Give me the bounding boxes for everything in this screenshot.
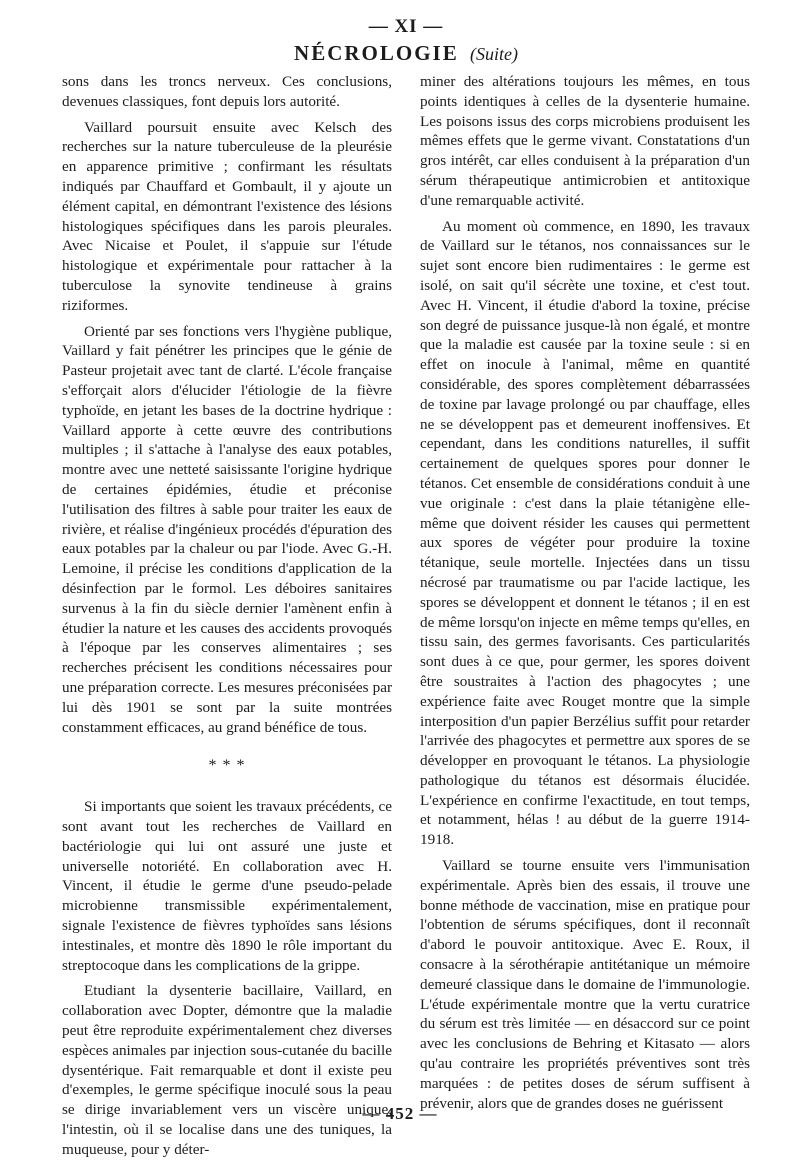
paragraph: Si importants que soient les travaux précédents, ce sont avant tout les recherches de Vaillard en bactériologie qui lui ont assuré une juste et universelle notoriété. En collaboration avec H. Vincent, il étudie le germe d'une pseudo-pelade microbienne transmissible expérimentalement, signale l'existence de fièvres typhoïdes sans lésions intestinales, et montre dès 1890 le rôle important du streptocoque dans les complications de la grippe. (62, 798, 392, 974)
paragraph: Au moment où commence, en 1890, les travaux de Vaillard sur le tétanos, nos connaissances sur le sujet sont encore bien rudimentaires : le germe est isolé, on sait qu'il sécrète une toxine, et c'est tout. Avec H. Vincent, il étudie d'abord la toxine, précise son degré de puissance jusque-là non égalé, et montre que la maladie est causée par la toxine seule : si en effet on inocule à l'animal, même en quantité considérable, des spores complètement débarrassées de toxine par lavage prolongé ou par chauffage, elles ne se développent pas et demeurent inoffensives. Et cependant, dans les conditions naturelles, il suffit certainement de quelques spores pour donner le tétanos. Cet ensemble de considérations conduit à une vue originale : c'est dans la plaie tétanigène elle-même que doivent résider les causes qui permettent aux spores de végéter pour produire la toxine tétanique, seule mortelle. Injectées dans un tissu nécrosé par traumatisme ou par l'acide lactique, les spores se développent et donnent le tétanos ; il en est de même lorsqu'on injecte en même temps qu'elles, en tissu sain, des germes favorisants. Ces particularités sont dues à ce que, pour germer, les spores doivent être soustraites à l'action des phagocytes ; une expérience faite avec Rouget montre que la simple interposition d'un papier Berzélius suffit pour retarder l'arrivée des phagocytes et permettre aux spores de se développer en provoquant le tétanos. La physiologie pathologique du tétanos est désormais élucidée. L'expérience en confirme l'exactitude, en tout temps, et notamment, hélas ! au début de la guerre 1914-1918. (420, 217, 750, 849)
paragraph: Etudiant la dysenterie bacillaire, Vaillard, en collaboration avec Dopter, démontre que la maladie peut être reproduite expérimentalement chez diverses espèces animales par injection sous-cutanée du bacille dysentérique. Fait remarquable et dont il existe peu d'exemples, le germe spécifique inoculé sous la peau se dirige invariablement vers un viscère unique, l'intestin, où il se localise dans une des tuniques, la muqueuse, pour y déter- (62, 982, 392, 1158)
paragraph: Vaillard se tourne ensuite vers l'immunisation expérimentale. Après bien des essais, il trouve une bonne méthode de vaccination, mise en pratique pour l'obtention de sérums spécifiques, dont il reconnaît d'abord le pouvoir antitoxique. Avec E. Roux, il consacre à la sérothérapie antitétanique un mémoire demeuré classique dans le domaine de l'immunologie. L'étude expérimentale montre que la vertu curatrice du sérum est très limitée — en désaccord sur ce point avec les conclusions de Behring et Kitasato — alors qu'au contraire les propriétés préventives sont très marquées : de petites doses de sérum suffisent à prévenir, alors que de grandes doses ne guérissent (420, 857, 750, 1112)
section-separator: * * * (208, 757, 246, 775)
paragraph: sons dans les troncs nerveux. Ces conclusions, devenues classiques, font depuis lors autorité. (62, 73, 392, 110)
text-columns (62, 72, 750, 1166)
paragraph: miner des altérations toujours les mêmes, en tous points identiques à celles de la dysenterie humaine. Les poisons issus des corps microbiens produisent les mêmes effets que le germe vivant. Constatations d'un gros intérêt, car elles conduisent à la préparation d'un sérum thérapeutique antimicrobien et antitoxique d'une remarquable activité. (420, 73, 750, 209)
paragraph: Orienté par ses fonctions vers l'hygiène publique, Vaillard y fait pénétrer les principes que le génie de Pasteur projetait avec tant de clarté. L'école française s'efforçait alors d'élucider l'étiologie de la fièvre typhoïde, en jetant les bases de la doctrine hydrique : Vaillard apporte à cette œuvre des contributions multiples ; il s'attache à l'analyse des eaux potables, montre avec une netteté saisissante l'origine hydrique de certaines épidémies, étudie et préconise l'utilisation des filtres à sable pour traiter les eaux de rivière, et réalise d'ingénieux procédés d'épuration des eaux potables par la chaleur ou par l'iode. Avec G.-H. Lemoine, il précise les conditions d'application de la désinfection par le formol. Les déboires sanitaires survenus à la fin du siècle dernier l'amènent enfin à étudier la nature et les causes des accidents provoqués à l'époque par les conserves alimentaires ; ses recherches précisent les conditions nécessaires pour une préparation correcte. Les mesures préconisées par lui dès 1901 se sont par la suite montrées constamment efficaces, au grand bénéfice de tous. (62, 322, 392, 736)
title-main: NÉCROLOGIE (294, 41, 459, 65)
page-title (62, 40, 750, 68)
page-number: — 452 — (362, 1104, 438, 1123)
paragraph: Vaillard poursuit ensuite avec Kelsch des recherches sur la nature tuberculeuse de la pleurésie en apparence primitive ; confirmant les résultats indiqués par Chauffard et Gombault, il y ajoute un élément capital, en démontrant l'existence des lésions histologiques spécifiques dans les parois pleurales. Avec Nicaise et Poulet, il s'appuie sur l'étude histologique et expérimentale pour rattacher à la tuberculose la synovite tendineuse à grains riziformes. (62, 118, 392, 314)
left-column (62, 72, 392, 1166)
title-subtitle: (Suite) (469, 44, 518, 64)
right-column (420, 72, 750, 1166)
section-number: — XI — (368, 16, 444, 37)
